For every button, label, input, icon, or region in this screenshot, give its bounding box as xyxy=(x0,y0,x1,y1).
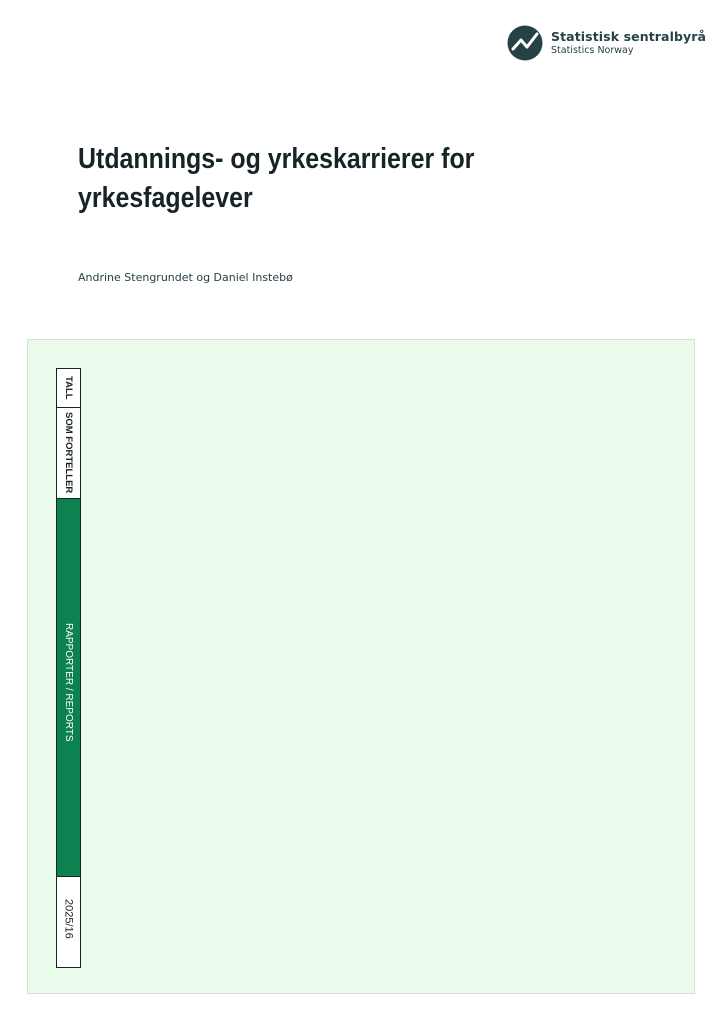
report-title: Utdannings- og yrkeskarrierer for yrkesfagelever xyxy=(78,143,475,214)
logo-subtitle: Statistics Norway xyxy=(551,45,634,56)
report-number: 2025/16 xyxy=(62,899,75,939)
spine-series-box xyxy=(56,499,81,877)
spine-tall-box xyxy=(56,368,81,408)
ssb-logo xyxy=(507,25,706,61)
logo-name: Statistisk sentralbyrå xyxy=(551,29,707,44)
logo-text xyxy=(551,29,706,57)
ssb-logo-icon xyxy=(507,25,543,61)
spine-tall-label: TALL xyxy=(63,376,74,400)
spine-som-forteller-box xyxy=(56,408,81,499)
spine-number-box xyxy=(56,877,81,968)
spine-som-forteller-label: SOM FORTELLER xyxy=(63,412,74,494)
cover-panel xyxy=(27,339,695,994)
authors: Andrine Stengrundet og Daniel Instebø xyxy=(78,271,293,284)
spine-series-label: RAPPORTER / REPORTS xyxy=(63,623,74,742)
